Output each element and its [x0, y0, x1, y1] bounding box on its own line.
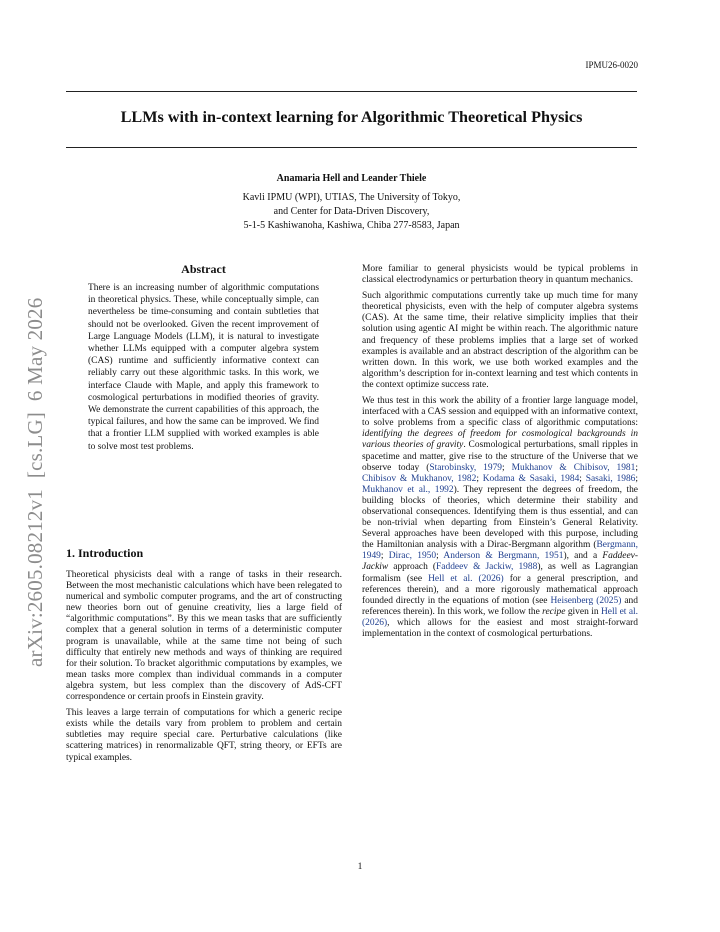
separator: ; [579, 473, 586, 484]
paper-title: LLMs with in-context learning for Algorithmic Theoretical Physics [120, 108, 583, 126]
arxiv-stamp-text[interactable]: arXiv:2605.08212v1 [cs.LG] 6 May 2026 [23, 297, 47, 667]
title-rule-top [66, 91, 637, 92]
citation-link-bergmann-1949[interactable]: Bergmann, 1949 [362, 540, 638, 562]
text-run: for a general prescription, and references therein), and a more rigorously mathematical approach founded directly in the equations of motion (see [362, 573, 639, 606]
text-run: ). They represent the degrees of freedom, the building blocks of theories, which determine their stability and observational consequences. Identifying them is thus essential, and can be non-trivial when departing from Einstein’s General Relativity. Several approaches have been developed with this purpose, including the Hamiltonian analysis with a Dirac-Bergmann algorithm ( [362, 484, 638, 551]
affiliation-line-1: Kavli IPMU (WPI), UTIAS, The University of Tokyo, [242, 192, 461, 203]
separator: ; [635, 462, 638, 473]
affiliation-line-2: and Center for Data-Driven Discovery, [273, 206, 430, 217]
text-run: ), as well as Lagrangian formalism (see [362, 562, 638, 584]
abstract-text: There is an increasing number of algorithmic computations in theoretical physics. These, while conceptually simple, can nevertheless be time-consuming and contain subtleties that should not be overlooked. Given the recent improvement of Large Language Models (LLM), it is natural to investigate whether LLMs equipped with a computer algebra system (CAS) runtime and sufficiently informative context can reliably carry out these algorithmic tasks. In this work, we interface Claude with Maple, and apply this framework to cosmological perturbations in modified theories of gravity. We demonstrate the current capabilities of this approach, the typical failures, and how the same can be improved. We find that a frontier LLM supplied with worked examples is able to solve most test problems. [88, 283, 319, 452]
left-column-body [66, 570, 342, 764]
intro-paragraph-3: Such algorithmic computations currently take up much time for many theoretical physicists, even with the help of computer algebra systems (CAS). At the same time, their relative simplicity implies that their solution using agentic AI might be within reach. The algorithmic nature and frequency of these problems implies that a large set of worked examples is available and an abstract description of the algorithm can be written down. In this work, we use both worked examples and the algorithm’s description for in-context learning and test which contents in the context optimize success rate. [362, 291, 638, 390]
separator: ; [635, 473, 639, 484]
introduction-heading: 1. Introduction [66, 546, 144, 560]
intro-paragraph-1: Theoretical physicists deal with a range of tasks in their research. Between the most mechanistic calculations which have been relegated to numerical and symbolic computer programs, and the art of constructing new theories born out of genuine creativity, lies a large field of “algorithmic computations”. By this we mean tasks that are sufficiently complex that a general solution in terms of a deterministic computer program is unavailable, while at the same time not being of such difficulty that entirely new methods and ways of thinking are required for their solution. To bracket algorithmic computations by examples, we mean tasks more complex than individual commands in a computer algebra system, but less complex than the discovery of AdS-CFT correspondence or certain proofs in Einstein gravity. [66, 570, 342, 703]
emphasis-run: recipe [542, 606, 566, 617]
citation-link-mukhanov-1992[interactable]: Mukhanov et al., 1992 [362, 484, 454, 495]
citation-link-hell-2026[interactable]: Hell et al. (2026) [428, 573, 504, 584]
separator: ; [380, 551, 389, 562]
citation-link-chibisov-mukhanov-1982[interactable]: Chibisov & Mukhanov, 1982 [362, 473, 477, 484]
text-run: ), and a [563, 551, 603, 562]
title-rule-bottom [66, 147, 637, 148]
text-run: We thus test in this work the ability of a frontier large language model, interfaced with a CAS session and equipped with an informative context, to solve problems from a specific class of algorithmic computations: [362, 396, 638, 429]
emphasis-run: identifying the degrees of freedom for cosmological backgrounds in various theories of gravity [362, 429, 638, 451]
affiliation-line-3: 5-1-5 Kashiwanoha, Kashiwa, Chiba 277-8583, Japan [243, 220, 460, 231]
emphasis-run: Faddeev-Jackiw [362, 551, 638, 573]
citation-link-heisenberg-2025[interactable]: Heisenberg (2025) [550, 595, 622, 606]
separator: ; [476, 473, 483, 484]
separator: ; [436, 551, 444, 562]
citation-link-anderson-bergmann-1951[interactable]: Anderson & Bergmann, 1951 [443, 551, 564, 562]
citation-link-mukhanov-chibisov-1981[interactable]: Mukhanov & Chibisov, 1981 [511, 462, 636, 473]
page-number: 1 [357, 862, 363, 872]
arxiv-stamp[interactable] [23, 298, 48, 667]
text-run: . Cosmological perturbations, small ripples in spacetime and matter, give rise to the structure of the Universe that we observe today ( [362, 440, 638, 473]
author-block [66, 172, 637, 233]
citation-link-dirac-1950[interactable]: Dirac, 1950 [388, 551, 437, 562]
abstract-heading: Abstract [181, 262, 226, 276]
separator: ; [502, 462, 512, 473]
citation-link-starobinsky-1979[interactable]: Starobinsky, 1979 [429, 462, 503, 473]
intro-paragraph-4 [362, 396, 638, 640]
report-number: IPMU26-0020 [585, 60, 638, 70]
citation-link-kodama-sasaki-1984[interactable]: Kodama & Sasaki, 1984 [482, 473, 580, 484]
intro-paragraph-2-continued: More familiar to general physicists would be typical problems in classical electrodynamics or perturbation theory in quantum mechanics. [362, 264, 638, 286]
text-run: and references therein). In this work, we follow the [362, 595, 638, 617]
citation-link-faddeev-jackiw-1988[interactable]: Faddeev & Jackiw, 1988 [436, 562, 538, 573]
intro-paragraph-2: This leaves a large terrain of computations for which a generic recipe exists while the details vary from problem to problem and certain subtleties may require special care. Perturbative calculations (like scattering matrices) in renormalizable QFT, string theory, or EFTs are typical examples. [66, 708, 342, 763]
right-column-body [362, 264, 638, 640]
text-run: approach ( [388, 562, 437, 573]
text-run: , which allows for the easiest and most straight-forward implementation in the context of cosmological perturbations. [362, 617, 638, 639]
citation-link-sasaki-1986[interactable]: Sasaki, 1986 [585, 473, 636, 484]
citation-link-hell-2026-second[interactable]: Hell et al. (2026) [362, 606, 638, 628]
text-run: given in [565, 606, 601, 617]
authors: Anamaria Hell and Leander Thiele [276, 173, 427, 184]
